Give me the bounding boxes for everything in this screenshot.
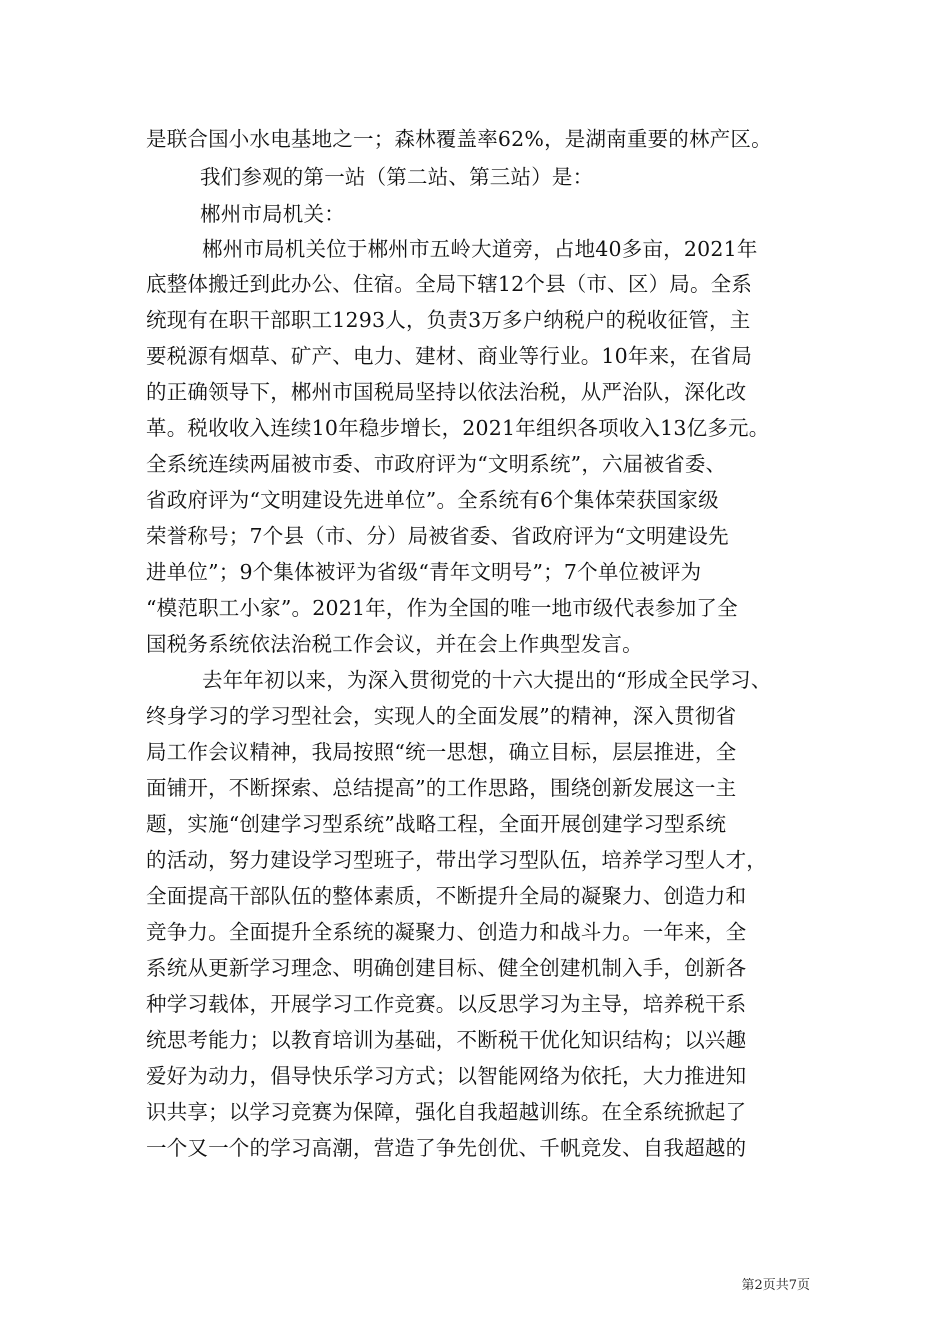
text-line: 的活动，努力建设学习型班子，带出学习型队伍，培养学习型人才， [146, 848, 767, 872]
text-line: 题，实施“创建学习型系统”战略工程，全面开展创建学习型系统 [146, 812, 727, 836]
text-line: 识共享；以学习竞赛为保障，强化自我超越训练。在全系统掀起了 [146, 1100, 747, 1124]
page-number: 第2页共7页 [741, 1278, 810, 1293]
text-line: 要税源有烟草、矿产、电力、建材、商业等行业。10年来，在省局 [146, 344, 753, 368]
text-line: 局工作会议精神，我局按照“统一思想，确立目标，层层推进，全 [146, 740, 737, 764]
text-line: 爱好为动力，倡导快乐学习方式；以智能网络为依托，大力推进知 [146, 1064, 747, 1088]
text-line: 是联合国小水电基地之一；森林覆盖率62%，是湖南重要的林产区。 [146, 127, 772, 151]
text-line: 系统从更新学习理念、明确创建目标、健全创建机制入手，创新各 [146, 956, 747, 980]
text-line: 的正确领导下，郴州市国税局坚持以依法治税，从严治队，深化改 [146, 380, 747, 404]
text-line: 统现有在职干部职工1293人，负责3万多户纳税户的税收征管，主 [146, 308, 751, 332]
text-line: 终身学习的学习型社会，实现人的全面发展”的精神，深入贯彻省 [146, 704, 737, 728]
text-line: 面铺开，不断探索、总结提高”的工作思路，围绕创新发展这一主 [146, 776, 737, 800]
text-line: 全系统连续两届被市委、市政府评为“文明系统”，六届被省委、 [146, 452, 727, 476]
text-line: 省政府评为“文明建设先进单位”。全系统有6个集体荣获国家级 [146, 488, 719, 512]
text-line: 郴州市局机关位于郴州市五岭大道旁，占地40多亩，2021年 [202, 237, 758, 261]
text-line: 统思考能力；以教育培训为基础，不断税干优化知识结构；以兴趣 [146, 1028, 747, 1052]
section-heading: 郴州市局机关： [200, 202, 345, 226]
text-line: 革。税收收入连续10年稳步增长，2021年组织各项收入13亿多元。 [146, 416, 770, 440]
text-line: 荣誉称号；7个县（市、分）局被省委、省政府评为“文明建设先 [146, 524, 729, 548]
text-line: 进单位”；9个集体被评为省级“青年文明号”；7个单位被评为 [146, 560, 702, 584]
text-line: 一个又一个的学习高潮，营造了争先创优、千帆竞发、自我超越的 [146, 1136, 747, 1160]
text-line: 国税务系统依法治税工作会议，并在会上作典型发言。 [146, 632, 643, 656]
text-line: 种学习载体，开展学习工作竞赛。以反思学习为主导，培养税干系 [146, 992, 747, 1016]
text-line: 我们参观的第一站（第二站、第三站）是： [200, 165, 594, 189]
text-line: 全面提高干部队伍的整体素质，不断提升全局的凝聚力、创造力和 [146, 884, 747, 908]
text-line: 竞争力。全面提升全系统的凝聚力、创造力和战斗力。一年来，全 [146, 920, 747, 944]
text-line: 底整体搬迁到此办公、住宿。全局下辖12个县（市、区）局。全系 [146, 272, 753, 296]
text-line: “模范职工小家”。2021年，作为全国的唯一地市级代表参加了全 [146, 596, 738, 620]
text-line: 去年年初以来，为深入贯彻党的十六大提出的“形成全民学习、 [202, 668, 772, 692]
